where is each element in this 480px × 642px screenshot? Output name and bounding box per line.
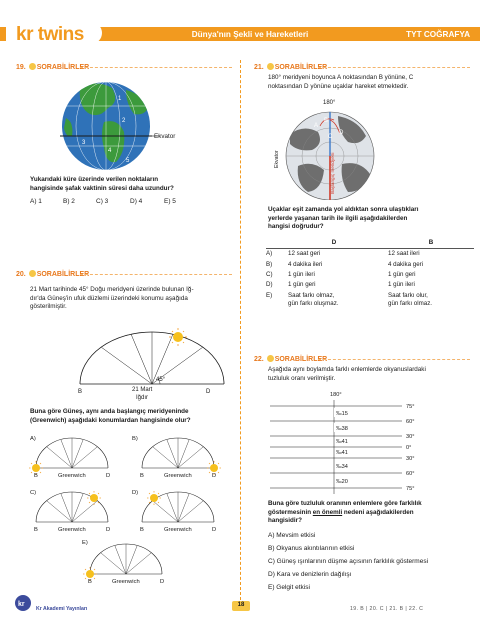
q20-intro: 21 Mart tarihinde 45° Doğu meridyeni üzerinde bulunan Iğ- dır'da Güneş'in ufuk düzlemi üzerindeki konumu aşağıda gösterilmiştir.	[30, 286, 194, 310]
q21-option-c[interactable]: C) 1 gün ileri 1 gün geri	[266, 271, 416, 279]
q20-option-b-label: B)	[132, 436, 138, 442]
q19-option-a[interactable]: A) 1	[30, 198, 42, 205]
q22-option-d[interactable]: D) Kara ve denizlerin dağılışı	[268, 571, 352, 578]
svg-text:D: D	[212, 527, 217, 533]
q20-option-c	[34, 491, 110, 533]
svg-text:60°: 60°	[406, 419, 415, 425]
svg-text:Iğdır: Iğdır	[136, 395, 149, 401]
q22-option-a[interactable]: A) Mevsim etkisi	[268, 532, 316, 539]
q22-intro: Aşağıda aynı boylamda farklı enlemlerde okyanuslardaki tuzluluk oranı verilmiştir.	[268, 366, 426, 382]
svg-text:Greenwich: Greenwich	[58, 527, 86, 533]
bulb-icon	[29, 63, 36, 70]
svg-text:B: B	[140, 473, 144, 479]
svg-text:B: B	[140, 527, 144, 533]
heading-line	[318, 359, 470, 360]
svg-text:Ekvator: Ekvator	[274, 150, 280, 168]
bulb-icon	[29, 270, 36, 277]
svg-text:B: B	[78, 389, 83, 395]
svg-text:Greenwich: Greenwich	[164, 527, 192, 533]
heading-line	[80, 274, 232, 275]
column-divider	[240, 60, 241, 600]
svg-text:Greenwich: Greenwich	[112, 579, 140, 585]
q20-option-a-label: A)	[30, 436, 36, 442]
svg-text:B: B	[34, 527, 38, 533]
publisher-name: Kr Akademi Yayınları	[36, 606, 88, 612]
svg-text:180°: 180°	[323, 100, 336, 106]
q22-option-b[interactable]: B) Okyanus akıntılarının etkisi	[268, 545, 355, 552]
point-1: 1	[118, 96, 122, 102]
svg-text:21 Mart: 21 Mart	[132, 387, 153, 393]
svg-text:Greenwich: Greenwich	[164, 473, 192, 479]
q20-options-figure	[28, 432, 236, 592]
svg-text:D: D	[339, 130, 344, 136]
svg-text:D: D	[106, 473, 111, 479]
equator-label: Ekvator	[154, 133, 176, 140]
q19-option-d[interactable]: D) 4	[130, 198, 143, 205]
q21-heading: 21. SORABİLİRLER	[254, 64, 328, 71]
svg-text:‰41: ‰41	[336, 450, 348, 456]
svg-text:75°: 75°	[406, 486, 415, 492]
q22-question: Buna göre tuzluluk oranının enlemlere göre farklılık göstermesinin en önemli nedeni aşağıdakilerden hangisidir?	[268, 500, 422, 524]
polar-map-figure	[268, 94, 398, 200]
svg-text:Greenwich: Greenwich	[58, 473, 86, 479]
svg-text:C: C	[328, 134, 333, 140]
svg-text:Başlangıç meridyeni: Başlangıç meridyeni	[330, 152, 335, 194]
svg-text:A: A	[314, 123, 319, 129]
svg-text:75°: 75°	[406, 404, 415, 410]
svg-text:60°: 60°	[406, 471, 415, 477]
answer-key: 19. B | 20. C | 21. B | 22. C	[350, 606, 424, 612]
q22-option-e[interactable]: E) Gelgit etkisi	[268, 584, 310, 591]
svg-text:‰38: ‰38	[336, 426, 348, 432]
svg-text:D: D	[206, 389, 211, 395]
q22-heading: 22. SORABİLİRLER	[254, 356, 328, 363]
q20-option-c-label: C)	[30, 490, 37, 496]
q21-intro: 180° meridyeni boyunca A noktasından B yönüne, C noktasından D yönüne uçaklar hareket etmektedir.	[268, 74, 414, 90]
q19-question: Yukarıdaki küre üzerinde verilen noktaların hangisinde şafak vaktinin süresi daha uzundur?	[30, 176, 174, 192]
q20-question: Buna göre Güneş, aynı anda başlangıç meridyeninde (Greenwich) aşağıdaki konumlardan hangisinde olur?	[30, 408, 191, 424]
q19-heading: 19. SORABİLİRLER	[16, 64, 90, 71]
svg-text:‰41: ‰41	[336, 439, 348, 445]
subject-title: TYT COĞRAFYA	[406, 30, 470, 39]
q21-options-table: D B A) 12 saat geri 12 saat ileri B) 4 dakika ileri 4 dakika geri C) 1 gün ileri 1 gün geri D) 1 gün geri 1 gün ileri E) Saat farkı olmaz, gün farkı oluşmaz. Saat farkı olur, gün farkı olmaz.	[266, 238, 474, 310]
q19-option-c[interactable]: C) 3	[96, 198, 109, 205]
svg-text:‰34: ‰34	[336, 464, 348, 470]
svg-text:30°: 30°	[406, 456, 415, 462]
svg-text:45°: 45°	[156, 377, 166, 383]
q20-option-a	[29, 438, 110, 479]
svg-text:180°: 180°	[330, 392, 342, 398]
q19-option-e[interactable]: E) 5	[164, 198, 176, 205]
point-4: 4	[108, 148, 112, 154]
q20-option-d	[140, 491, 216, 533]
svg-text:D: D	[212, 473, 217, 479]
horizon-figure	[60, 318, 240, 404]
svg-text:0°: 0°	[406, 445, 412, 451]
svg-text:30°: 30°	[406, 434, 415, 440]
q20-heading: 20. SORABİLİRLER	[16, 271, 90, 278]
q20-option-e	[83, 544, 164, 585]
q21-option-e[interactable]: E) Saat farkı olmaz, gün farkı oluşmaz. Saat farkı olur, gün farkı olmaz.	[266, 291, 433, 308]
heading-line	[80, 67, 232, 68]
salinity-figure	[266, 390, 466, 496]
q22-option-c[interactable]: C) Güneş ışınlarının düşme açısının farklılık göstermesi	[268, 558, 429, 565]
q21-option-a[interactable]: A) 12 saat geri 12 saat ileri	[266, 250, 420, 258]
globe-figure	[60, 78, 220, 178]
q21-option-b[interactable]: B) 4 dakika ileri 4 dakika geri	[266, 260, 424, 268]
svg-text:B: B	[88, 579, 92, 585]
svg-text:kr: kr	[18, 601, 25, 608]
logo: kr twins	[6, 22, 102, 44]
svg-text:B: B	[34, 473, 38, 479]
q20-option-b	[140, 438, 221, 479]
page-number: 18	[232, 601, 250, 611]
svg-text:‰20: ‰20	[336, 479, 348, 485]
publisher-logo-icon	[14, 594, 32, 612]
q21-question: Uçaklar eşit zamanda yol aldıktan sonra ulaştıkları yerlerde yaşanan tarih ile ilgili aşağıdakilerden hangisi doğrudur?	[268, 206, 419, 230]
point-2: 2	[122, 118, 126, 124]
bulb-icon	[267, 63, 274, 70]
q19-option-b[interactable]: B) 2	[63, 198, 75, 205]
q20-option-e-label: E)	[82, 540, 88, 546]
heading-line	[318, 67, 470, 68]
svg-text:D: D	[106, 527, 111, 533]
q20-option-d-label: D)	[132, 490, 139, 496]
svg-text:‰15: ‰15	[336, 411, 348, 417]
bulb-icon	[267, 355, 274, 362]
svg-text:B: B	[324, 118, 329, 124]
q21-option-d[interactable]: D) 1 gün geri 1 gün ileri	[266, 281, 415, 289]
point-3: 3	[82, 140, 86, 146]
section-title: Dünya'nın Şekli ve Hareketleri	[191, 30, 309, 39]
svg-text:D: D	[160, 579, 165, 585]
point-5: 5	[126, 158, 130, 164]
